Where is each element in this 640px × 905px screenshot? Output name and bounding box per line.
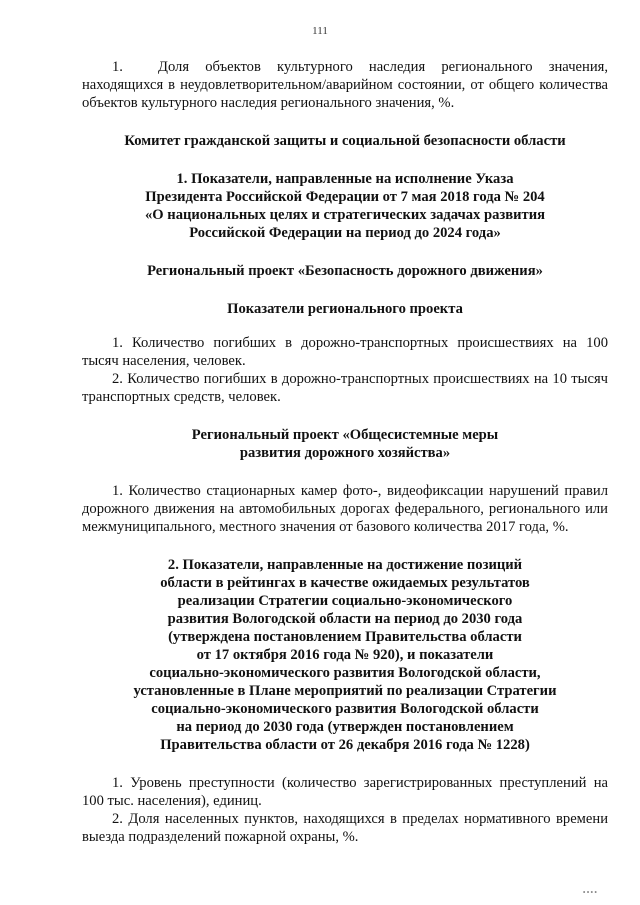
document-body: [82, 58, 608, 846]
project-road-system-heading: [82, 426, 608, 462]
culture-indicator-item: [82, 58, 608, 112]
project-road-system-heading-line: Региональный проект «Общесистемные меры: [191, 427, 499, 443]
list-item: 1. Количество погибших в дорожно-транспортных происшествиях на 100 тысяч населения, человек.: [82, 335, 608, 369]
road-system-list: [82, 482, 608, 536]
section-2-heading-line: Правительства области от 26 декабря 2016 года № 1228): [160, 737, 530, 753]
project-road-safety-heading: Региональный проект «Безопасность дорожного движения»: [147, 263, 543, 279]
list-item: 2. Количество погибших в дорожно-транспортных происшествиях на 10 тысяч транспортных средств, человек.: [82, 371, 608, 405]
list-item: 2. Доля населенных пунктов, находящихся в пределах нормативного времени выезда подразделений пожарной охраны, %.: [82, 811, 608, 845]
committee-heading: Комитет гражданской защиты и социальной безопасности области: [124, 133, 566, 149]
culture-item-number: 1.: [112, 59, 123, 75]
list-item: 1. Количество стационарных камер фото-, видеофиксации нарушений правил дорожного движения на автомобильных дорогах федерального, регионального или межмуниципального, местного значения от базового количества 2017 года, %.: [82, 483, 608, 535]
section-1-heading-line: 1. Показатели, направленные на исполнение Указа: [176, 171, 514, 187]
culture-item-text: Доля объектов культурного наследия регионального значения, находящихся в неудовлетворительном/аварийном состоянии, от общего количества объектов культурного наследия регионального значения, %.: [82, 59, 608, 111]
list-item: 1. Уровень преступности (количество зарегистрированных преступлений на 100 тыс. населения), единиц.: [82, 775, 608, 809]
section-2-heading-line: области в рейтингах в качестве ожидаемых результатов: [160, 575, 530, 591]
section-2-heading-line: установленные в Плане мероприятий по реализации Стратегии: [133, 683, 557, 699]
page-number: 111: [312, 25, 328, 37]
section-2-heading-line: от 17 октября 2016 года № 920), и показатели: [196, 647, 494, 663]
section-2-heading-line: реализации Стратегии социально-экономического: [177, 593, 513, 609]
section-1-heading-line: Российской Федерации на период до 2024 года»: [189, 225, 501, 241]
section-2-heading-line: социально-экономического развития Вологодской области,: [149, 665, 541, 681]
road-safety-list: [82, 334, 608, 406]
section-2-heading-line: (утверждена постановлением Правительства области: [168, 629, 522, 645]
section-1-heading-line: «О национальных целях и стратегических задачах развития: [144, 207, 545, 223]
scan-artifact: ••••: [582, 888, 598, 897]
section-1-heading: [82, 170, 608, 242]
section-2-heading-line: на период до 2030 года (утвержден постановлением: [176, 719, 514, 735]
section-2-heading: [82, 556, 608, 754]
project-road-system-heading-line: развития дорожного хозяйства»: [239, 445, 451, 461]
section-2-heading-line: социально-экономического развития Вологодской области: [151, 701, 539, 717]
section-1-heading-line: Президента Российской Федерации от 7 мая 2018 года № 204: [145, 189, 545, 205]
section-2-heading-line: 2. Показатели, направленные на достижение позиций: [167, 557, 523, 573]
section-2-list: [82, 774, 608, 846]
section-2-heading-line: развития Вологодской области на период до 2030 года: [167, 611, 523, 627]
regional-indicators-heading: Показатели регионального проекта: [227, 301, 463, 317]
